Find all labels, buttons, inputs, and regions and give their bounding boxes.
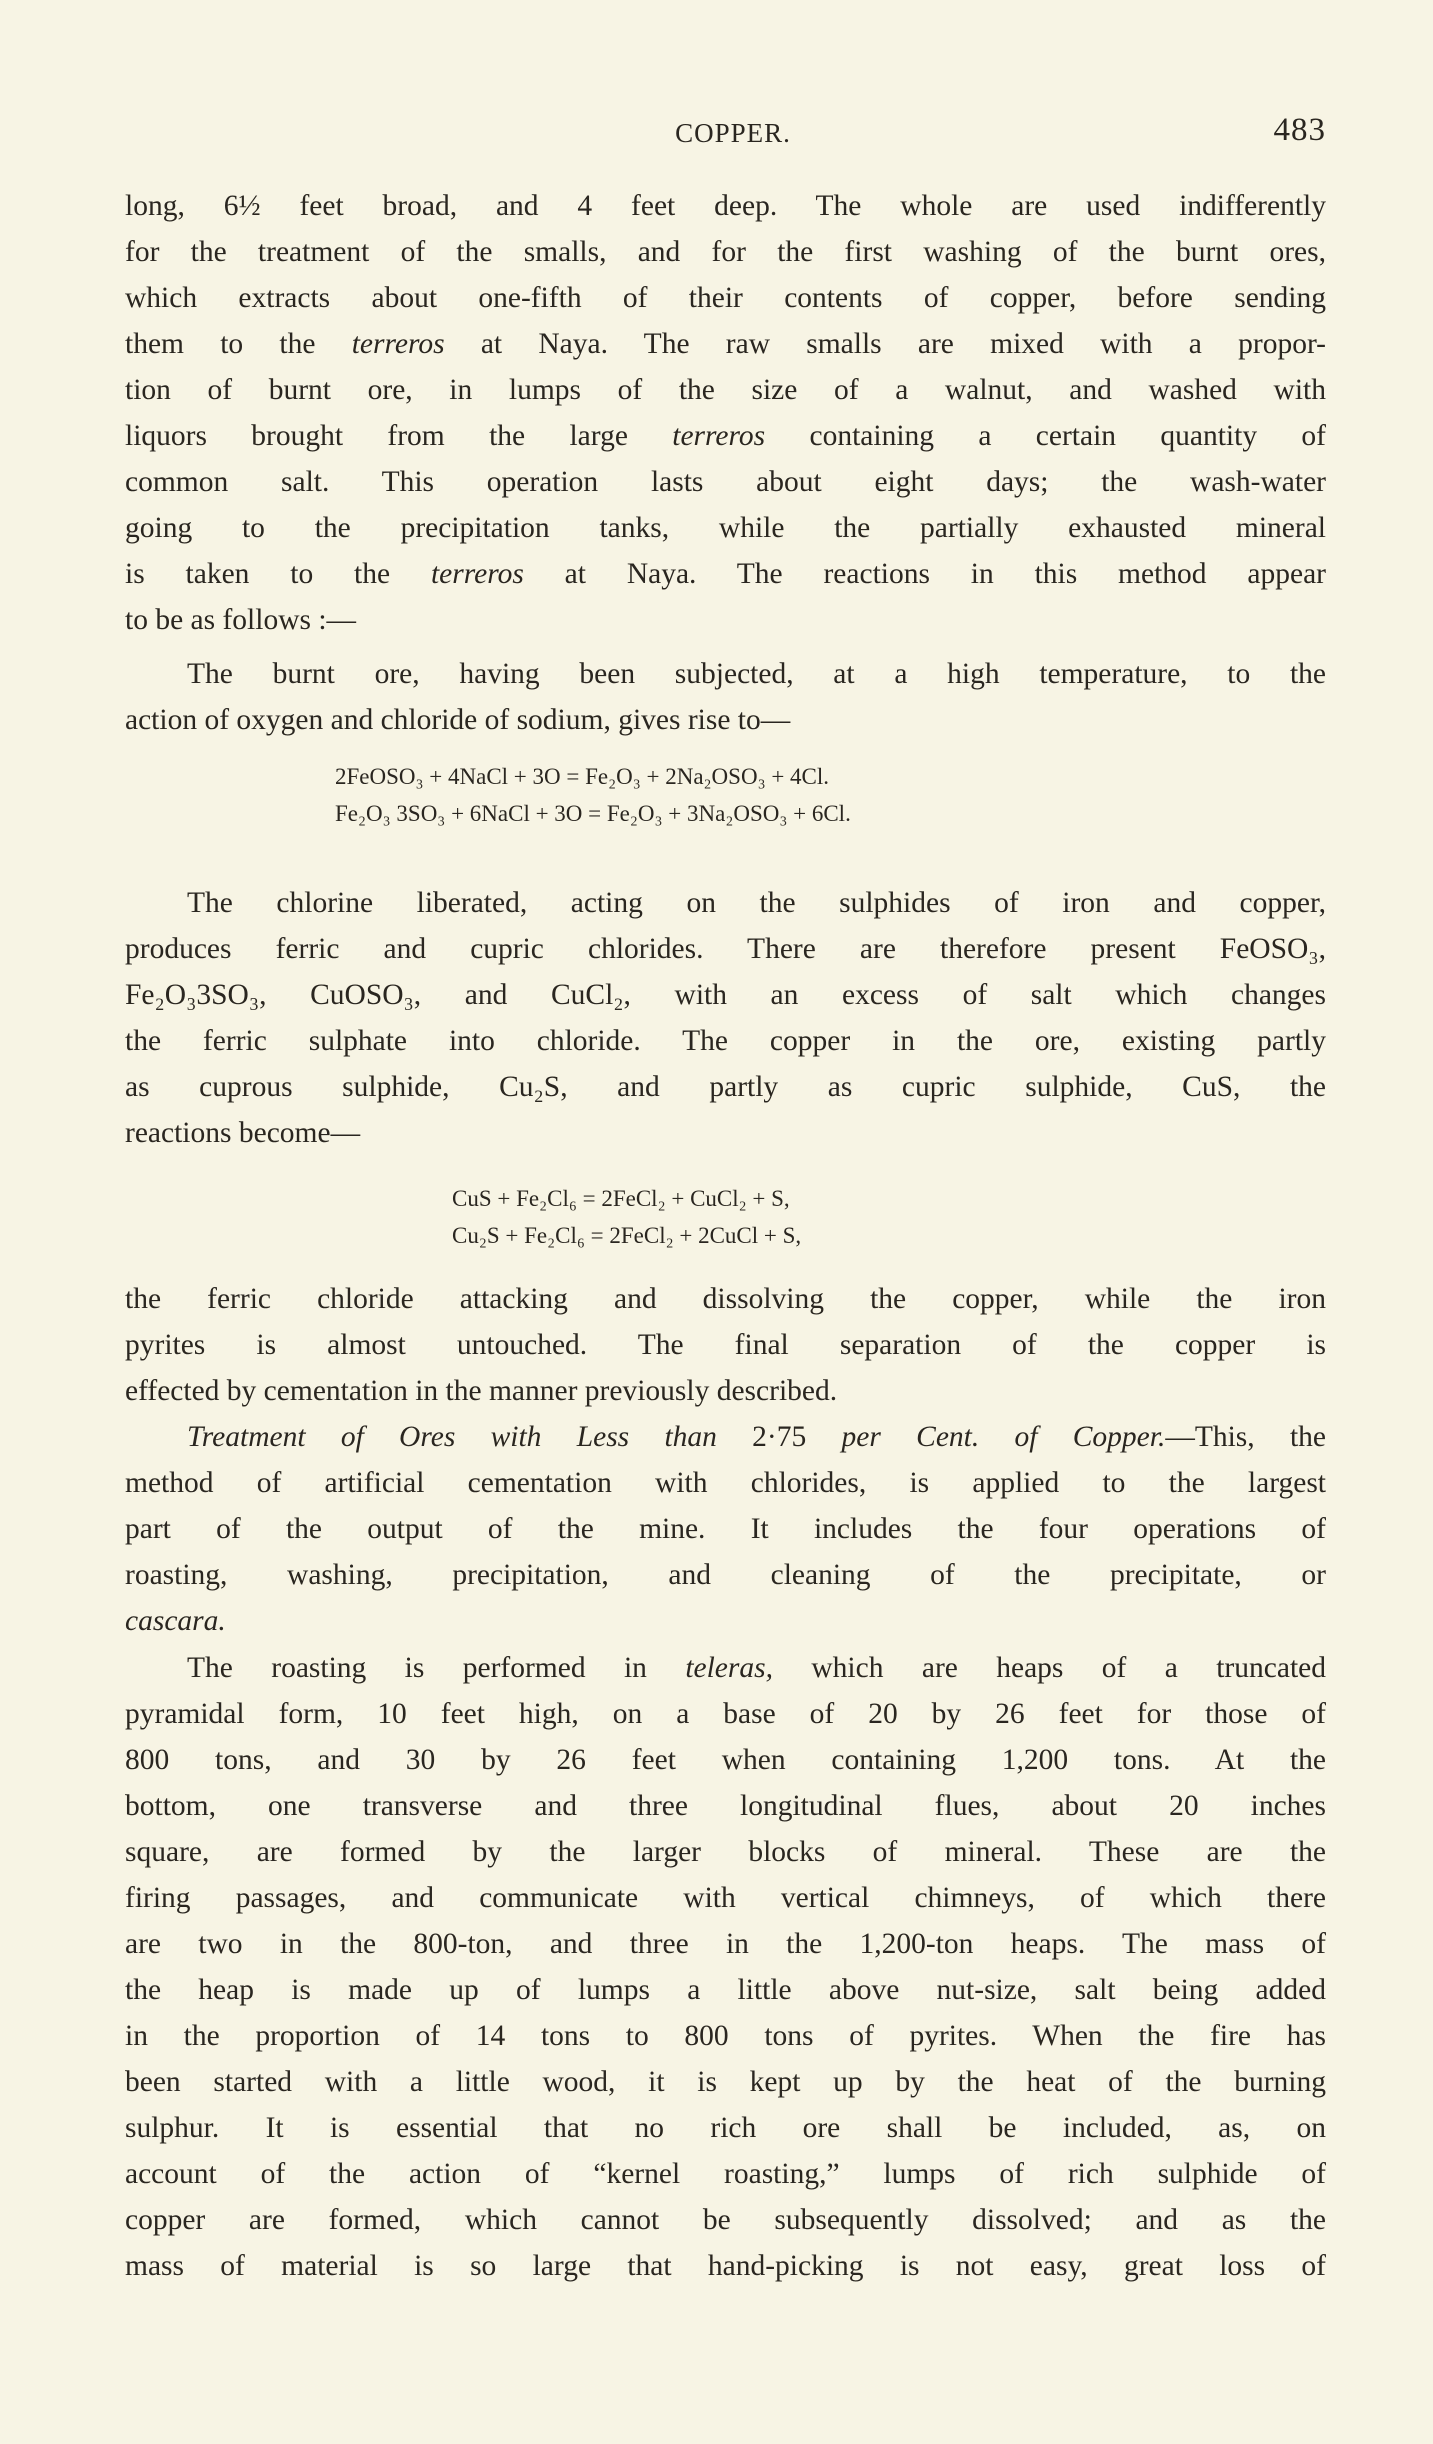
paragraph — [125, 1276, 1326, 1414]
text-segment: for the treatment of the smalls, and for the first washing of the burnt ores, — [125, 236, 1326, 268]
text-segment: common salt. This operation lasts about eight days; the wash-water — [125, 466, 1326, 498]
text-segment: as cuprous sulphide, Cu₂S, and partly as cupric sulphide, CuS, the — [125, 1071, 1326, 1103]
text-segment: in the proportion of 14 tons to 800 tons of pyrites. When the fire has — [125, 2020, 1326, 2052]
text-line — [125, 1921, 1326, 1967]
text-line — [125, 1783, 1326, 1829]
text-line — [125, 551, 1326, 597]
text-line — [125, 1506, 1326, 1552]
text-line — [125, 2243, 1326, 2289]
text-segment: method of artificial cementation with chlorides, is applied to the largest — [125, 1467, 1326, 1499]
text-segment: The chlorine liberated, acting on the sulphides of iron and copper, — [187, 887, 1326, 919]
text-line — [125, 1645, 1326, 1691]
text-segment: going to the precipitation tanks, while the partially exhausted mineral — [125, 512, 1326, 544]
text-segment: —This, the — [1165, 1421, 1326, 1453]
chemical-equation: 2FeOSO₃ + 4NaCl + 3O = Fe₂O₃ + 2Na₂OSO₃ + 4Cl. — [335, 764, 830, 789]
text-line — [125, 651, 1326, 697]
text-line — [125, 1460, 1326, 1506]
italic-text: per Cent. of Copper. — [841, 1421, 1166, 1453]
text-segment: The burnt ore, having been subjected, at a high temperature, to the — [187, 658, 1326, 690]
text-segment: action of oxygen and chloride of sodium, gives rise to— — [125, 704, 791, 736]
text-segment: mass of material is so large that hand-picking is not easy, great loss of — [125, 2250, 1326, 2282]
text-line — [125, 459, 1326, 505]
text-line — [125, 229, 1326, 275]
text-segment: part of the output of the mine. It includes the four operations of — [125, 1513, 1326, 1545]
text-line — [125, 697, 1326, 743]
text-segment: is taken to the — [125, 558, 431, 590]
equation-group — [452, 1180, 801, 1254]
text-line — [125, 2105, 1326, 2151]
text-segment: The roasting is performed in — [187, 1652, 686, 1684]
text-line — [125, 1875, 1326, 1921]
text-segment: roasting, washing, precipitation, and cleaning of the precipitate, or — [125, 1559, 1326, 1591]
text-segment: copper are formed, which cannot be subsequently dissolved; and as the — [125, 2204, 1326, 2236]
italic-text: teleras, — [685, 1652, 773, 1684]
text-segment: effected by cementation in the manner previously described. — [125, 1375, 838, 1407]
text-line — [125, 1414, 1326, 1460]
italic-text: cascara. — [125, 1605, 226, 1637]
text-segment: sulphur. It is essential that no rich ore shall be included, as, on — [125, 2112, 1326, 2144]
text-line — [125, 505, 1326, 551]
text-line — [125, 1368, 1326, 1414]
text-line — [125, 1598, 1326, 1644]
text-segment: long, 6½ feet broad, and 4 feet deep. The whole are used indifferently — [125, 190, 1326, 222]
text-line — [125, 1691, 1326, 1737]
paragraph — [125, 183, 1326, 643]
text-segment: the ferric sulphate into chloride. The copper in the ore, existing partly — [125, 1025, 1326, 1057]
paragraph — [125, 880, 1326, 1156]
text-line — [125, 1110, 1326, 1156]
page-number: 483 — [1273, 112, 1326, 148]
text-line — [125, 2151, 1326, 2197]
text-line — [125, 2197, 1326, 2243]
text-line — [125, 1552, 1326, 1598]
text-line — [125, 2013, 1326, 2059]
text-segment: to be as follows :— — [125, 604, 357, 636]
text-line — [125, 367, 1326, 413]
text-line — [125, 183, 1326, 229]
text-line — [125, 413, 1326, 459]
text-segment: containing a certain quantity of — [765, 420, 1326, 452]
text-line — [125, 926, 1326, 972]
text-segment: reactions become— — [125, 1117, 361, 1149]
text-segment: Fe₂O₃3SO₃, CuOSO₃, and CuCl₂, with an excess of salt which changes — [125, 979, 1326, 1011]
text-line — [125, 972, 1326, 1018]
text-segment: firing passages, and communicate with vertical chimneys, of which there — [125, 1882, 1326, 1914]
text-segment: the ferric chloride attacking and dissolving the copper, while the iron — [125, 1283, 1326, 1315]
text-segment: are two in the 800-ton, and three in the 1,200-ton heaps. The mass of — [125, 1928, 1326, 1960]
text-line — [125, 1967, 1326, 2013]
text-line — [125, 1829, 1326, 1875]
text-line — [125, 1018, 1326, 1064]
text-segment: at Naya. The raw smalls are mixed with a propor- — [444, 328, 1326, 360]
text-line — [125, 1737, 1326, 1783]
text-segment: pyramidal form, 10 feet high, on a base of 20 by 26 feet for those of — [125, 1698, 1326, 1730]
paragraph — [125, 1645, 1326, 2289]
text-segment: produces ferric and cupric chlorides. There are therefore present FeOSO₃, — [125, 933, 1326, 965]
italic-text: terreros — [351, 328, 445, 360]
equation-group — [335, 758, 851, 832]
text-segment: the heap is made up of lumps a little above nut-size, salt being added — [125, 1974, 1326, 2006]
running-head: COPPER. — [675, 118, 791, 148]
text-line — [125, 597, 1326, 643]
chemical-equation: Cu₂S + Fe₂Cl₆ = 2FeCl₂ + 2CuCl + S, — [452, 1223, 802, 1248]
text-segment: which extracts about one-fifth of their contents of copper, before sending — [125, 282, 1326, 314]
text-line — [125, 275, 1326, 321]
text-line — [125, 1064, 1326, 1110]
text-segment: 800 tons, and 30 by 26 feet when containing 1,200 tons. At the — [125, 1744, 1326, 1776]
italic-text: Treatment of Ores with Less than — [187, 1421, 717, 1453]
text-line — [125, 1276, 1326, 1322]
italic-text: terreros — [672, 420, 766, 452]
text-line — [125, 880, 1326, 926]
text-segment: bottom, one transverse and three longitudinal flues, about 20 inches — [125, 1790, 1326, 1822]
text-line — [125, 1322, 1326, 1368]
text-segment: been started with a little wood, it is kept up by the heat of the burning — [125, 2066, 1326, 2098]
italic-text: terreros — [430, 558, 524, 590]
text-segment: 2·75 — [716, 1421, 842, 1453]
text-segment: pyrites is almost untouched. The final separation of the copper is — [125, 1329, 1326, 1361]
text-segment: liquors brought from the large — [125, 420, 673, 452]
chemical-equation: CuS + Fe₂Cl₆ = 2FeCl₂ + CuCl₂ + S, — [452, 1186, 790, 1211]
text-segment: square, are formed by the larger blocks of mineral. These are the — [125, 1836, 1326, 1868]
text-line — [125, 2059, 1326, 2105]
text-segment: account of the action of “kernel roasting,” lumps of rich sulphide of — [125, 2158, 1326, 2190]
text-segment: at Naya. The reactions in this method appear — [523, 558, 1327, 590]
paragraph — [125, 651, 1326, 743]
text-line — [125, 321, 1326, 367]
text-segment: tion of burnt ore, in lumps of the size of a walnut, and washed with — [125, 374, 1326, 406]
text-segment: which are heaps of a truncated — [772, 1652, 1326, 1684]
chemical-equation: Fe₂O₃ 3SO₃ + 6NaCl + 3O = Fe₂O₃ + 3Na₂OSO₃ + 6Cl. — [335, 801, 851, 826]
text-segment: them to the — [125, 328, 352, 360]
paragraph — [125, 1414, 1326, 1644]
